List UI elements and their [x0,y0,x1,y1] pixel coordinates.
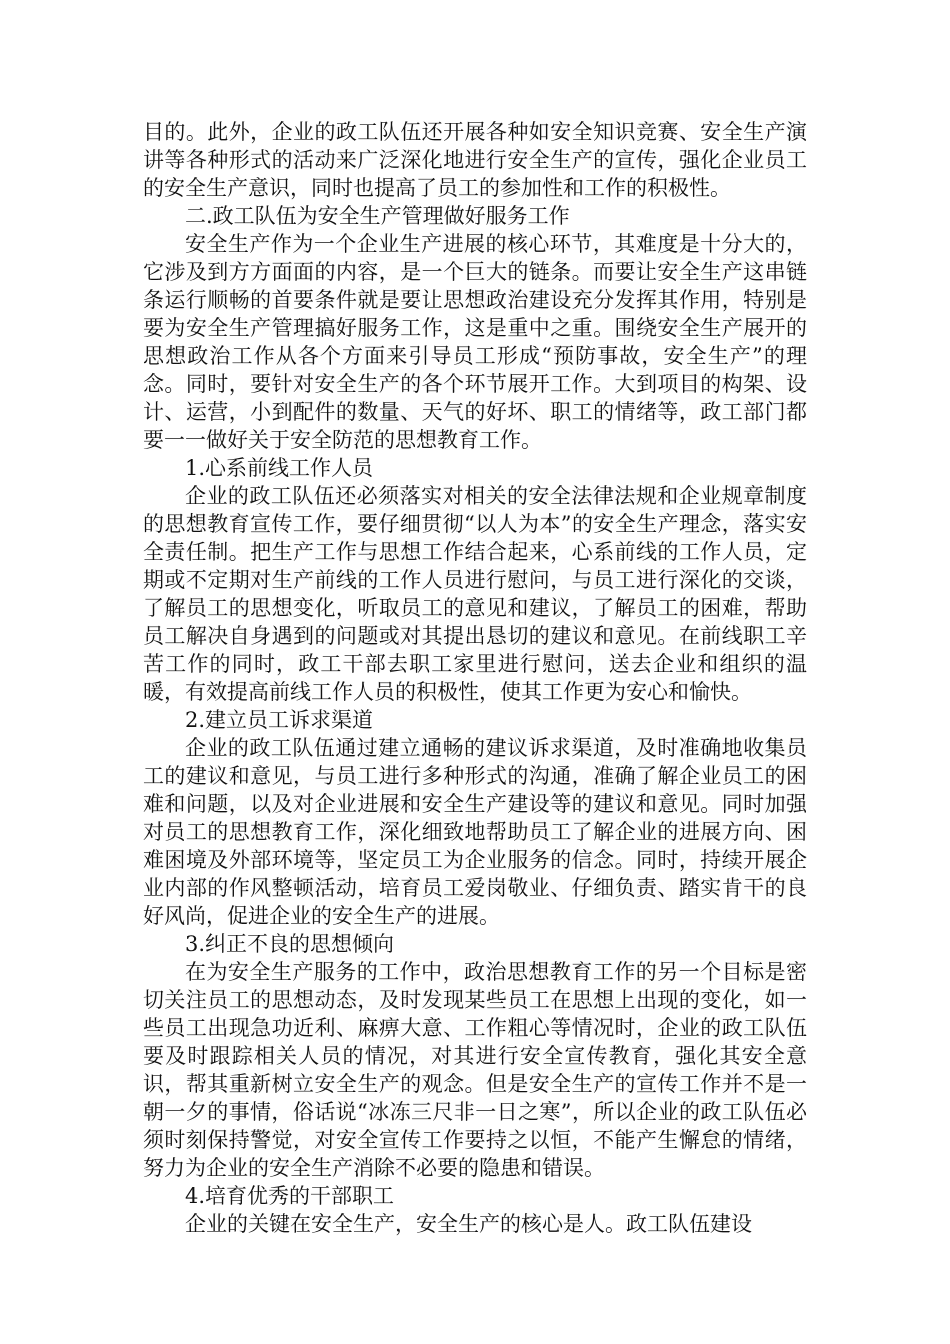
item-heading-4: 4.培育优秀的干部职工 [185,1184,395,1208]
item-heading-2: 2.建立员工诉求渠道 [185,708,374,732]
section-2-paragraph: 安全生产作为一个企业生产进展的核心环节，其难度是十分大的，它涉及到方方面面的内容，是一个巨大的链条。而要让安全生产这串链条运行顺畅的首要条件就是要让思想政治建设充分发挥其作用，特别是要为安全生产管理搞好服务工作，这是重中之重。围绕安全生产展开的思想政治工作从各个方面来引导员工形成“预防事故，安全生产”的理念。同时，要针对安全生产的各个环节展开工作。大到项目的构架、设计、运营，小到配件的数量、天气的好坏、职工的情绪等，政工部门都要一一做好关于安全防范的思想教育工作。 [143,232,807,452]
document-body [143,118,807,1238]
section-heading-2: 二.政工队伍为安全生产管理做好服务工作 [185,204,570,228]
item-4-paragraph: 企业的关键在安全生产，安全生产的核心是人。政工队伍建设 [185,1212,752,1236]
intro-paragraph: 目的。此外，企业的政工队伍还开展各种如安全知识竞赛、安全生产演讲等各种形式的活动来广泛深化地进行安全生产的宣传，强化企业员工的安全生产意识，同时也提高了员工的参加性和工作的积极性。 [143,120,807,200]
item-1-paragraph: 企业的政工队伍还必须落实对相关的安全法律法规和企业规章制度的思想教育宣传工作，要仔细贯彻“以人为本”的安全生产理念，落实安全责任制。把生产工作与思想工作结合起来，心系前线的工作人员，定期或不定期对生产前线的工作人员进行慰问，与员工进行深化的交谈，了解员工的思想变化，听取员工的意见和建议，了解员工的困难，帮助员工解决自身遇到的问题或对其提出恳切的建议和意见。在前线职工辛苦工作的同时，政工干部去职工家里进行慰问，送去企业和组织的温暖，有效提高前线工作人员的积极性，使其工作更为安心和愉快。 [143,484,807,704]
item-heading-3: 3.纠正不良的思想倾向 [185,932,395,956]
item-heading-1: 1.心系前线工作人员 [185,456,374,480]
item-3-paragraph: 在为安全生产服务的工作中，政治思想教育工作的另一个目标是密切关注员工的思想动态，及时发现某些员工在思想上出现的变化，如一些员工出现急功近利、麻痹大意、工作粗心等情况时，企业的政工队伍要及时跟踪相关人员的情况，对其进行安全宣传教育，强化其安全意识，帮其重新树立安全生产的观念。但是安全生产的宣传工作并不是一朝一夕的事情，俗话说“冰冻三尺非一日之寒”，所以企业的政工队伍必须时刻保持警觉，对安全宣传工作要持之以恒，不能产生懈怠的情绪，努力为企业的安全生产消除不必要的隐患和错误。 [143,960,807,1180]
item-2-paragraph: 企业的政工队伍通过建立通畅的建议诉求渠道，及时准确地收集员工的建议和意见，与员工进行多种形式的沟通，准确了解企业员工的困难和问题，以及对企业进展和安全生产建设等的建议和意见。同时加强对员工的思想教育工作，深化细致地帮助员工了解企业的进展方向、困难困境及外部环境等，坚定员工为企业服务的信念。同时，持续开展企业内部的作风整顿活动，培育员工爱岗敬业、仔细负责、踏实肯干的良好风尚，促进企业的安全生产的进展。 [143,736,807,928]
